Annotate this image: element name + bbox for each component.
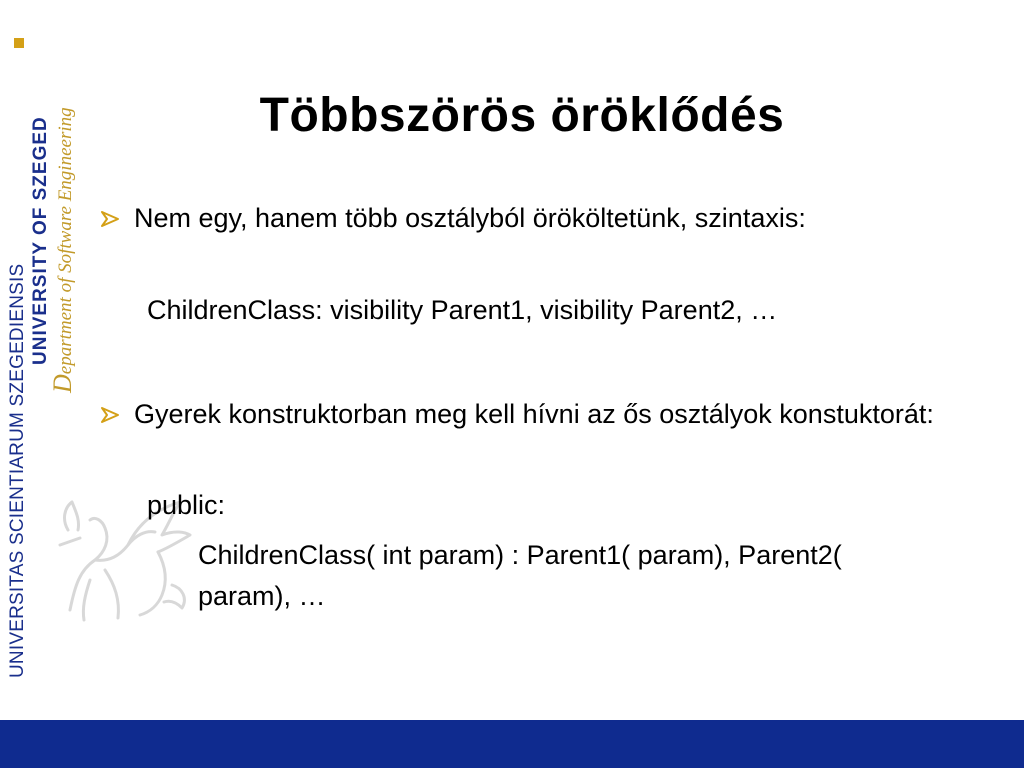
corner-square-icon — [14, 38, 24, 48]
syntax-line: ChildrenClass: visibility Parent1, visibility Parent2, … — [147, 295, 778, 325]
arrow-bullet-icon — [100, 406, 120, 424]
slide-title: Többszörös öröklődés — [259, 89, 785, 142]
bullet-text: Gyerek konstruktorban meg kell hívni az ős osztályok konstuktorát: — [134, 399, 934, 429]
department-initial: D — [48, 374, 77, 393]
arrow-bullet-icon — [100, 210, 120, 228]
bullet-text: Nem egy, hanem több osztályból örököltetünk, szintaxis: — [134, 203, 806, 233]
footer-bar — [0, 720, 1024, 768]
bullet-item — [100, 198, 950, 239]
sidebar-university-text: UNIVERSITY OF SZEGED — [30, 116, 51, 365]
bullet-item — [100, 394, 950, 435]
department-rest: epartment of Software Engineering — [55, 107, 76, 375]
sidebar-department-text — [48, 107, 78, 393]
code-line-public: public: — [147, 490, 226, 520]
code-line-constructor: ChildrenClass( int param) : Parent1( param), Parent2( param), … — [198, 540, 842, 611]
sidebar-latin-text: UNIVERSITAS SCIENTIARUM SZEGEDIENSIS — [7, 263, 28, 678]
